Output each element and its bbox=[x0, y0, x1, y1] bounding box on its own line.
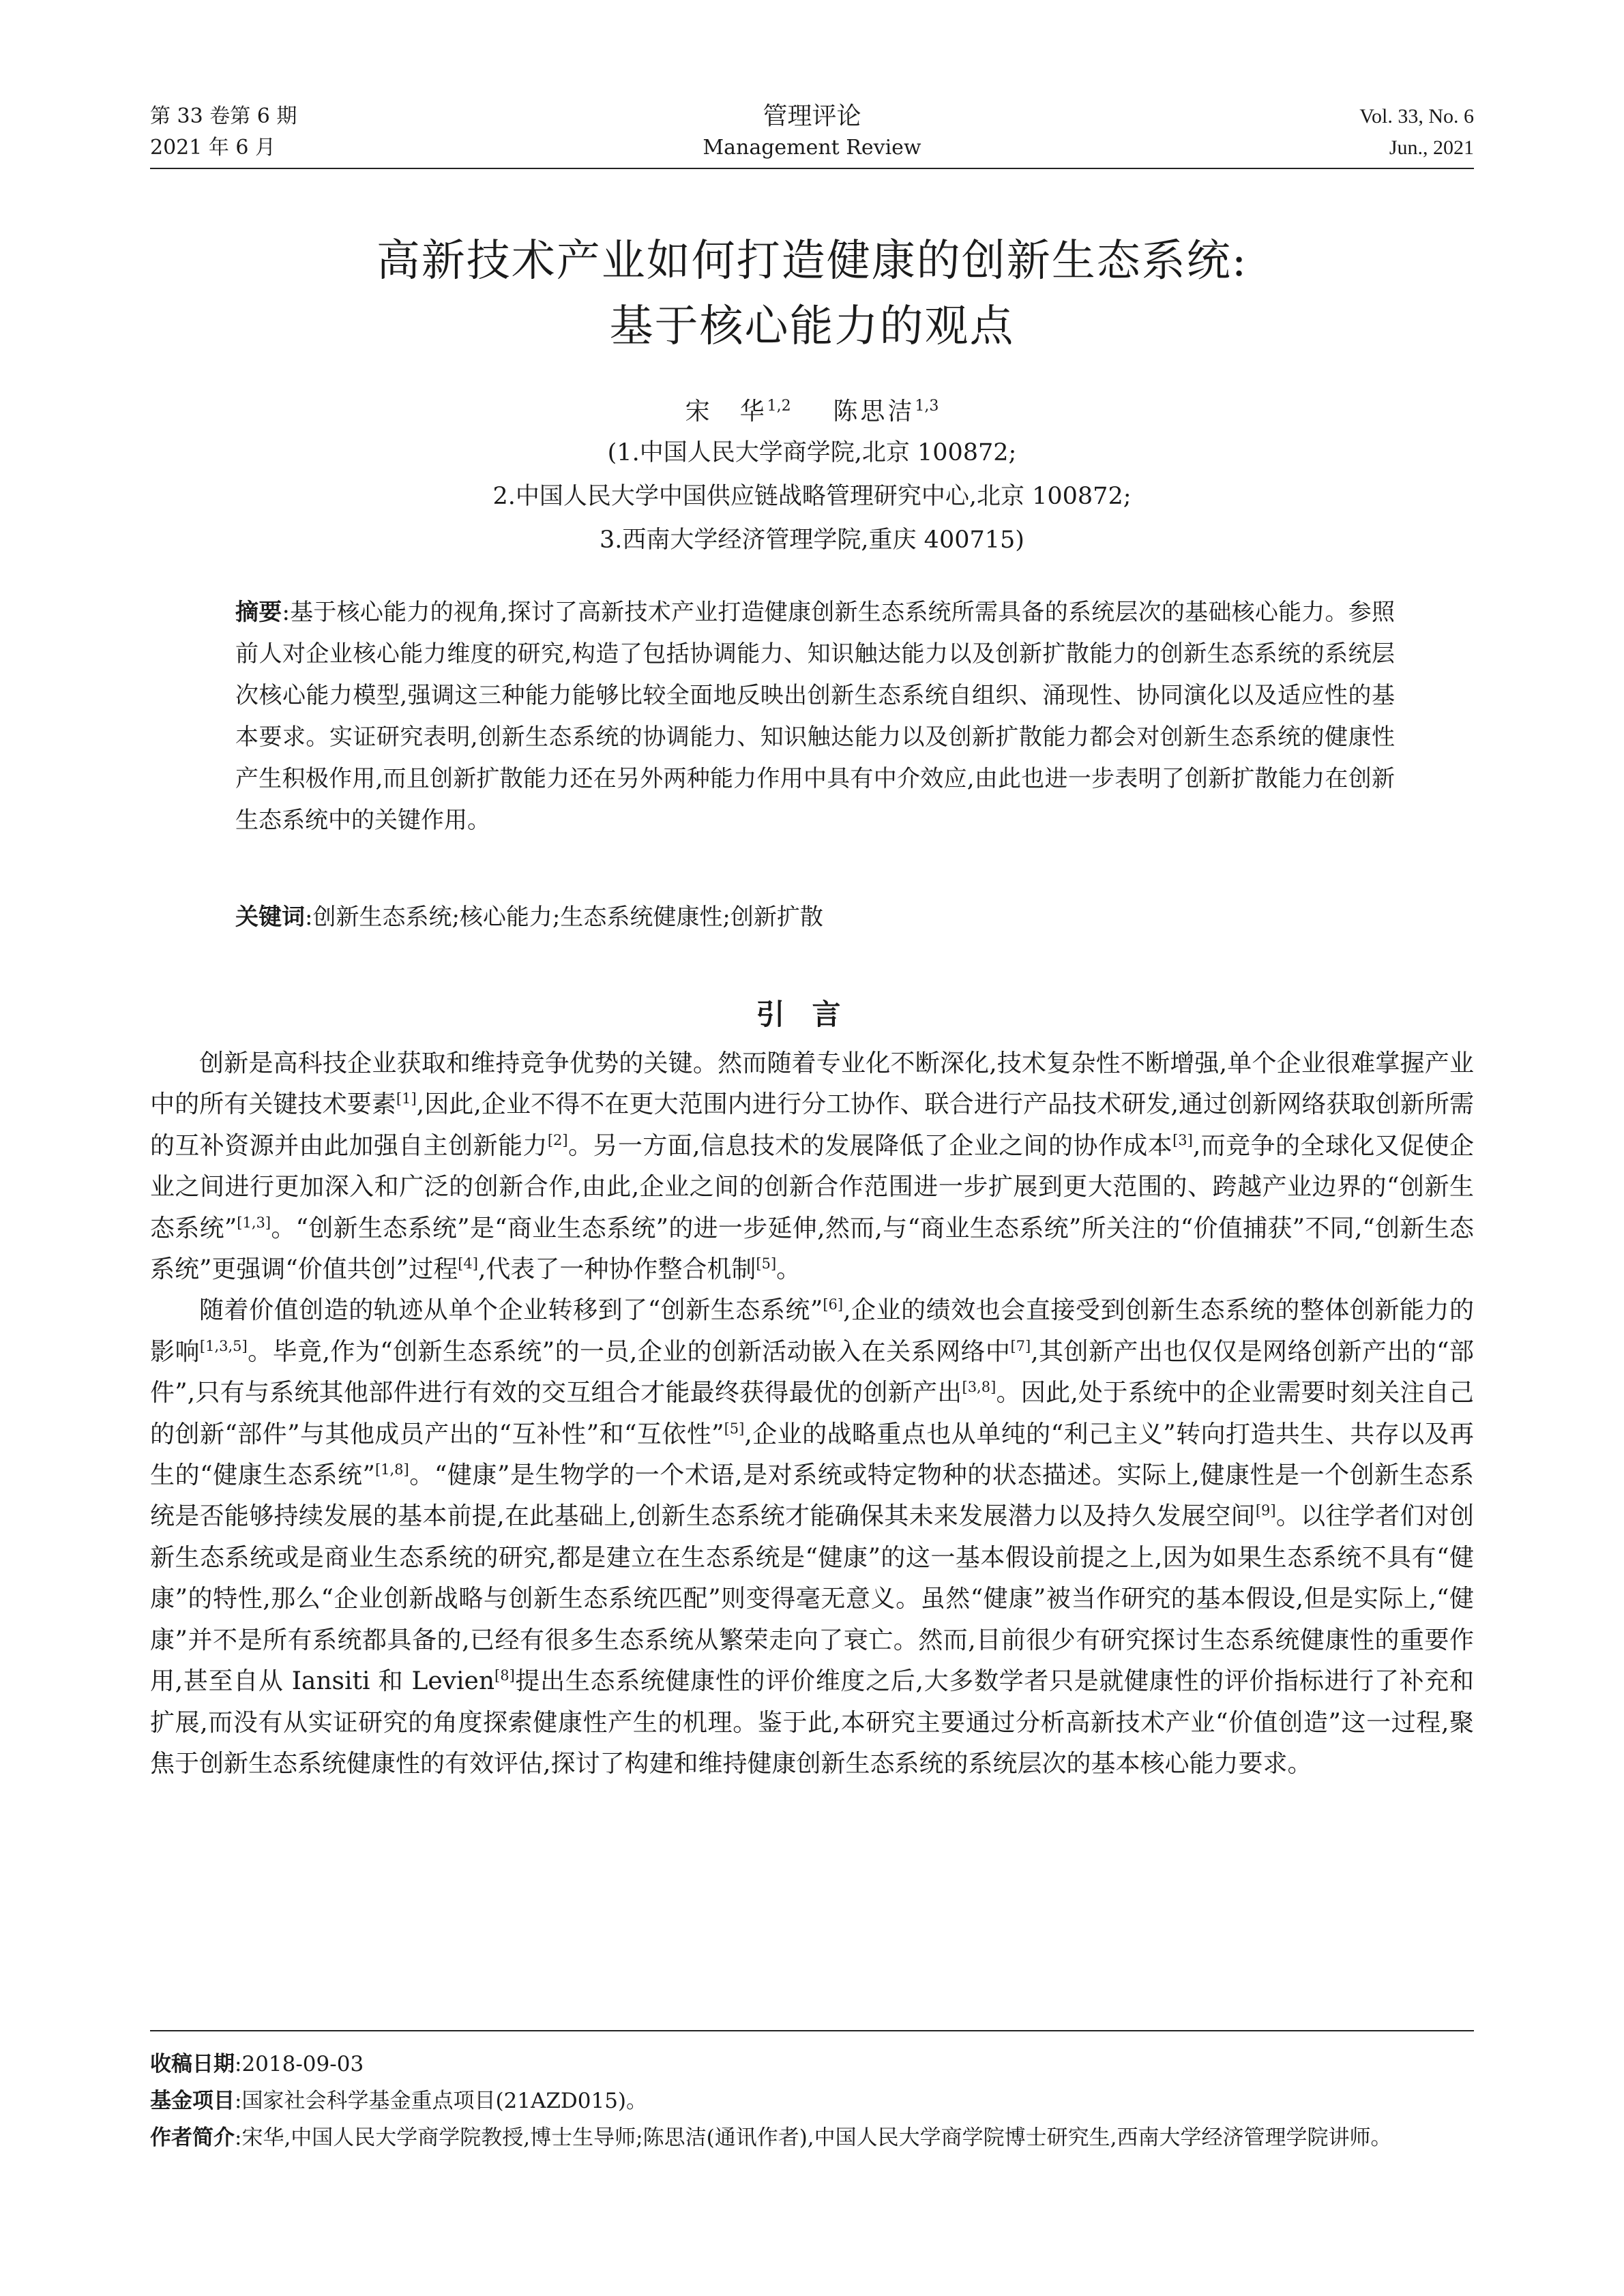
text-run: 。毕竟,作为“创新生态系统”的一员,企业的创新活动嵌入在关系网络中 bbox=[247, 1337, 1011, 1366]
affiliations bbox=[150, 431, 1474, 562]
header-date-cn: 2021 年 6 月 bbox=[150, 136, 276, 160]
citation-ref: [3,8] bbox=[962, 1379, 996, 1396]
footnote-divider bbox=[150, 2030, 1474, 2031]
citation-ref: [4] bbox=[458, 1255, 478, 1272]
abstract bbox=[235, 592, 1395, 841]
text-run: 。“创新生态系统”是“商业生态系统”的进一步延伸,然而,与“商业生态系统”所关注的“价值捕获”不同,“创新生态系统”更强调“价值共创”过程 bbox=[150, 1214, 1474, 1284]
citation-ref: [7] bbox=[1010, 1337, 1031, 1354]
affiliation-3: 3.西南大学经济管理学院,重庆 400715) bbox=[600, 526, 1024, 554]
text-run: 提出生态系统健康性的评价维度之后,大多数学者只是就健康性的评价指标进行了补充和扩展,而没有从实证研究的角度探索健康性产生的机理。鉴于此,本研究主要通过分析高新技术产业“价值创造”这一过程,聚焦于创新生态系统健康性的有效评估,探讨了构建和维持健康创新生态系统的系统层次的基本核心能力要求。 bbox=[150, 1667, 1474, 1778]
text-run: 。“健康”是生物学的一个术语,是对系统或特定物种的状态描述。实际上,健康性是一个创新生态系统是否能够持续发展的基本前提,在此基础上,创新生态系统才能确保其未来发展潜力以及持久发展空间 bbox=[150, 1461, 1475, 1531]
section-heading-introduction: 引言 bbox=[756, 998, 868, 1031]
citation-ref: [5] bbox=[724, 1420, 745, 1437]
header-volume-cn: 第 33 卷第 6 期 bbox=[150, 104, 297, 128]
header-right bbox=[1359, 101, 1474, 164]
fund-value: :国家社会科学基金重点项目(21AZD015)。 bbox=[235, 2089, 648, 2113]
received-label: 收稿日期 bbox=[150, 2052, 235, 2076]
journal-name-en: Management Review bbox=[703, 136, 921, 160]
text-run: 。因此,处于系统中的企业需要时刻关注自己的创新“部件”与其他成员产出的“互补性”和“互依性” bbox=[150, 1379, 1474, 1448]
body-text bbox=[150, 1043, 1474, 1785]
citation-ref: [1,8] bbox=[374, 1461, 409, 1478]
fund-label: 基金项目 bbox=[150, 2089, 235, 2113]
keywords bbox=[235, 900, 1395, 934]
citation-ref: [1,3] bbox=[237, 1214, 271, 1231]
text-run: 。另一方面,信息技术的发展降低了企业之间的协作成本 bbox=[567, 1131, 1173, 1160]
header-divider bbox=[150, 168, 1474, 169]
keywords-label: 关键词 bbox=[235, 904, 305, 931]
footnote-author-bio bbox=[150, 2121, 1474, 2154]
text-run: 。以往学者们对创新生态系统或是商业生态系统的研究,都是建立在生态系统是“健康”的这一基本假设前提之上,因为如果生态系统不具有“健康”的特性,那么“企业创新战略与创新生态系统匹配”则变得毫无意义。虽然“健康”被当作研究的基本假设,但是实际上,“健康”并不是所有系统都具备的,已经有很多生态系统从繁荣走向了衰亡。然而,目前很少有研究探讨生态系统健康性的重要作用,甚至自从 Iansiti 和 Levien bbox=[150, 1502, 1474, 1696]
paragraph-1 bbox=[150, 1043, 1474, 1290]
text-run: ,其创新产出也仅仅是网络创新产出的“部件”,只有与系统其他部件进行有效的交互组合才能最终获得最优的创新产出 bbox=[150, 1337, 1474, 1407]
author-bio-label: 作者简介 bbox=[150, 2126, 235, 2150]
paper-title bbox=[150, 228, 1474, 359]
citation-ref: [8] bbox=[494, 1667, 515, 1684]
title-line-1: 高新技术产业如何打造健康的创新生态系统: bbox=[376, 236, 1248, 286]
author-list bbox=[150, 387, 1474, 431]
author-1-affil-sup: 1,2 bbox=[767, 398, 791, 415]
abstract-label: 摘要 bbox=[235, 599, 282, 626]
citation-ref: [5] bbox=[756, 1255, 777, 1272]
text-run: ,而竞争的全球化又促使企业之间进行更加深入和广泛的创新合作,由此,企业之间的创新合作范围进一步扩展到更大范围的、跨越产业边界的“创新生态系统” bbox=[150, 1131, 1474, 1242]
footnote-fund bbox=[150, 2085, 1474, 2117]
running-header bbox=[150, 101, 1474, 169]
text-run: 。 bbox=[776, 1255, 801, 1284]
header-center bbox=[150, 101, 1474, 164]
text-run: ,企业的战略重点也从单纯的“利己主义”转向打造共生、共存以及再生的“健康生态系统” bbox=[150, 1420, 1474, 1490]
keywords-text: :创新生态系统;核心能力;生态系统健康性;创新扩散 bbox=[305, 904, 823, 931]
affiliation-1: (1.中国人民大学商学院,北京 100872; bbox=[607, 439, 1017, 466]
text-run: 随着价值创造的轨迹从单个企业转移到了“创新生态系统” bbox=[199, 1296, 823, 1325]
header-date-en: Jun., 2021 bbox=[1389, 136, 1474, 159]
citation-ref: [1,3,5] bbox=[199, 1337, 248, 1354]
received-value: :2018-09-03 bbox=[235, 2052, 364, 2076]
text-run: 创新是高科技企业获取和维持竞争优势的关键。然而随着专业化不断深化,技术复杂性不断增强,单个企业很难掌握产业中的所有关键技术要素 bbox=[150, 1049, 1474, 1119]
footnotes bbox=[150, 2048, 1474, 2158]
abstract-text: :基于核心能力的视角,探讨了高新技术产业打造健康创新生态系统所需具备的系统层次的基础核心能力。参照前人对企业核心能力维度的研究,构造了包括协调能力、知识触达能力以及创新扩散能力的创新生态系统的系统层次核心能力模型,强调这三种能力能够比较全面地反映出创新生态系统自组织、涌现性、协同演化以及适应性的基本要求。实证研究表明,创新生态系统的协调能力、知识触达能力以及创新扩散能力都会对创新生态系统的健康性产生积极作用,而且创新扩散能力还在另外两种能力作用中具有中介效应,由此也进一步表明了创新扩散能力在创新生态系统中的关键作用。 bbox=[235, 599, 1396, 834]
journal-name-cn: 管理评论 bbox=[763, 102, 861, 130]
text-run: ,企业的绩效也会直接受到创新生态系统的整体创新能力的影响 bbox=[150, 1296, 1474, 1366]
footnote-received bbox=[150, 2048, 1474, 2081]
text-run: ,代表了一种协作整合机制 bbox=[477, 1255, 756, 1284]
text-run: ,因此,企业不得不在更大范围内进行分工协作、联合进行产品技术研发,通过创新网络获取创新所需的互补资源并由此加强自主创新能力 bbox=[150, 1090, 1474, 1160]
citation-ref: [6] bbox=[823, 1296, 844, 1313]
title-line-2: 基于核心能力的观点 bbox=[609, 301, 1015, 352]
author-2-name: 陈思洁 bbox=[833, 398, 915, 426]
author-1-name: 宋 华 bbox=[685, 398, 767, 426]
paragraph-2 bbox=[150, 1290, 1474, 1785]
affiliation-2: 2.中国人民大学中国供应链战略管理研究中心,北京 100872; bbox=[492, 483, 1132, 510]
citation-ref: [9] bbox=[1255, 1502, 1276, 1519]
author-2-affil-sup: 1,3 bbox=[915, 398, 939, 415]
citation-ref: [3] bbox=[1172, 1131, 1193, 1148]
citation-ref: [1] bbox=[396, 1090, 417, 1107]
header-volume-en: Vol. 33, No. 6 bbox=[1359, 105, 1474, 128]
author-bio-value: :宋华,中国人民大学商学院教授,博士生导师;陈思洁(通讯作者),中国人民大学商学院博士研究生,西南大学经济管理学院讲师。 bbox=[235, 2126, 1392, 2150]
citation-ref: [2] bbox=[547, 1131, 568, 1148]
